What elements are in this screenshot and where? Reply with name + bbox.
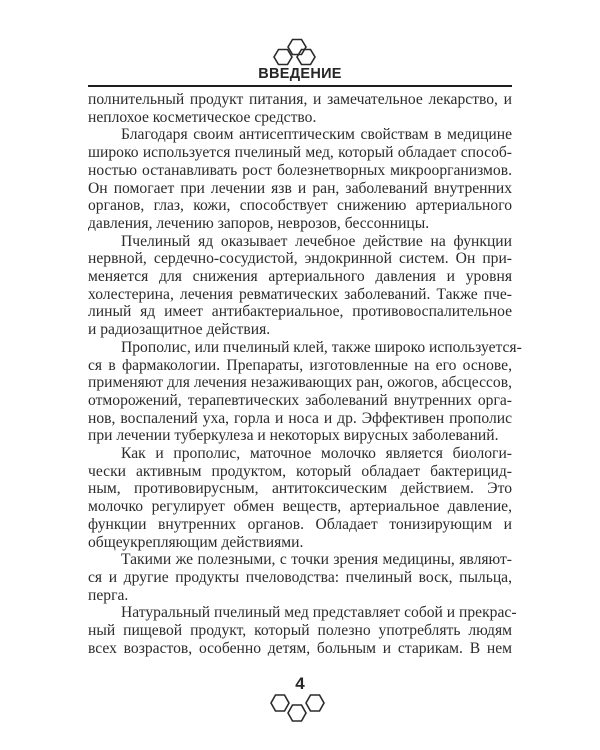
- text-line: нов, воспалений уха, горла и носа и др. Эффективен прополис: [88, 409, 512, 427]
- text-line: широко используется пчелиный мед, который обладает способ-: [88, 144, 512, 162]
- text-line: отморожений, терапевтических заболеваний внутренних орга-: [88, 391, 512, 409]
- page-number: 4: [295, 674, 305, 693]
- text-line: Прополис, или пчелиный клей, также широко используется-: [121, 338, 522, 356]
- text-line: Он помогает при лечении язв и ран, заболеваний внутренних: [88, 179, 512, 197]
- text-line: общеукрепляющим действиями.: [88, 533, 304, 551]
- text-line: давления, лечению запоров, неврозов, бессонницы.: [88, 214, 430, 232]
- text-line: Такими же полезными, с точки зрения медицины, являют-: [121, 551, 512, 569]
- paragraph: [88, 338, 522, 445]
- text-line: ся и другие продукты пчеловодства: пчелиный воск, пыльца,: [88, 568, 512, 586]
- text-line: органов, глаз, кожи, способствует снижению артериального: [88, 197, 512, 215]
- text-line: функции внутренних органов. Обладает тонизирующим и: [88, 515, 512, 533]
- text-line: полнительный продукт питания, и замечательное лекарство, и: [88, 91, 512, 108]
- text-line: Натуральный пчелиный мед представляет собой и прекрас-: [121, 604, 517, 622]
- text-line: чески активным продуктом, который обладает бактерицид-: [88, 462, 512, 480]
- text-line: всех возрастов, особенно детям, больным и старикам. В нем: [88, 639, 512, 657]
- header-rule: [88, 85, 512, 87]
- text-line: ный пищевой продукт, который полезно употреблять людям: [88, 622, 512, 640]
- paragraph: [88, 445, 512, 551]
- text-line: перга.: [88, 586, 129, 604]
- text-line: Пчелиный яд оказывает лечебное действие на функции: [121, 232, 512, 250]
- paragraph: [88, 126, 512, 232]
- text-line: ностью останавливать рост болезнетворных микроорганизмов.: [88, 161, 512, 179]
- text-line: меняется для снижения артериального давления и уровня: [88, 268, 512, 286]
- paragraph: [88, 91, 512, 126]
- text-line: ся в фармакологии. Препараты, изготовленные на его основе,: [88, 356, 512, 374]
- body-text: [88, 91, 522, 658]
- text-line: нервной, сердечно-сосудистой, эндокринной систем. Он при-: [88, 250, 512, 268]
- section-title: ВВЕДЕНИЕ: [258, 66, 342, 82]
- text-line: холестерина, лечения ревматических заболеваний. Также пче-: [88, 285, 512, 303]
- text-line: применяют для лечения незаживающих ран, ожогов, абсцессов,: [88, 374, 512, 392]
- text-line: Благодаря своим антисептическим свойствам в медицине: [121, 126, 512, 144]
- text-line: неплохое косметическое средство.: [88, 108, 317, 126]
- text-line: Как и прополис, маточное молочко является биологи-: [121, 445, 512, 463]
- paragraph: [88, 551, 512, 604]
- text-line: и радиозащитное действия.: [88, 321, 271, 339]
- honeycomb-icon: [268, 36, 318, 66]
- paragraph: [88, 604, 517, 657]
- text-line: при лечении туберкулеза и некоторых вирусных заболеваний.: [88, 427, 499, 445]
- paragraph: [88, 233, 512, 339]
- text-line: молочко регулирует обмен веществ, артериальное давление,: [88, 498, 512, 516]
- honeycomb-icon: [269, 693, 329, 725]
- text-line: линый яд имеет антибактериальное, противовоспалительное: [88, 303, 512, 321]
- text-line: ным, противовирусным, антитоксическим действием. Это: [88, 480, 512, 498]
